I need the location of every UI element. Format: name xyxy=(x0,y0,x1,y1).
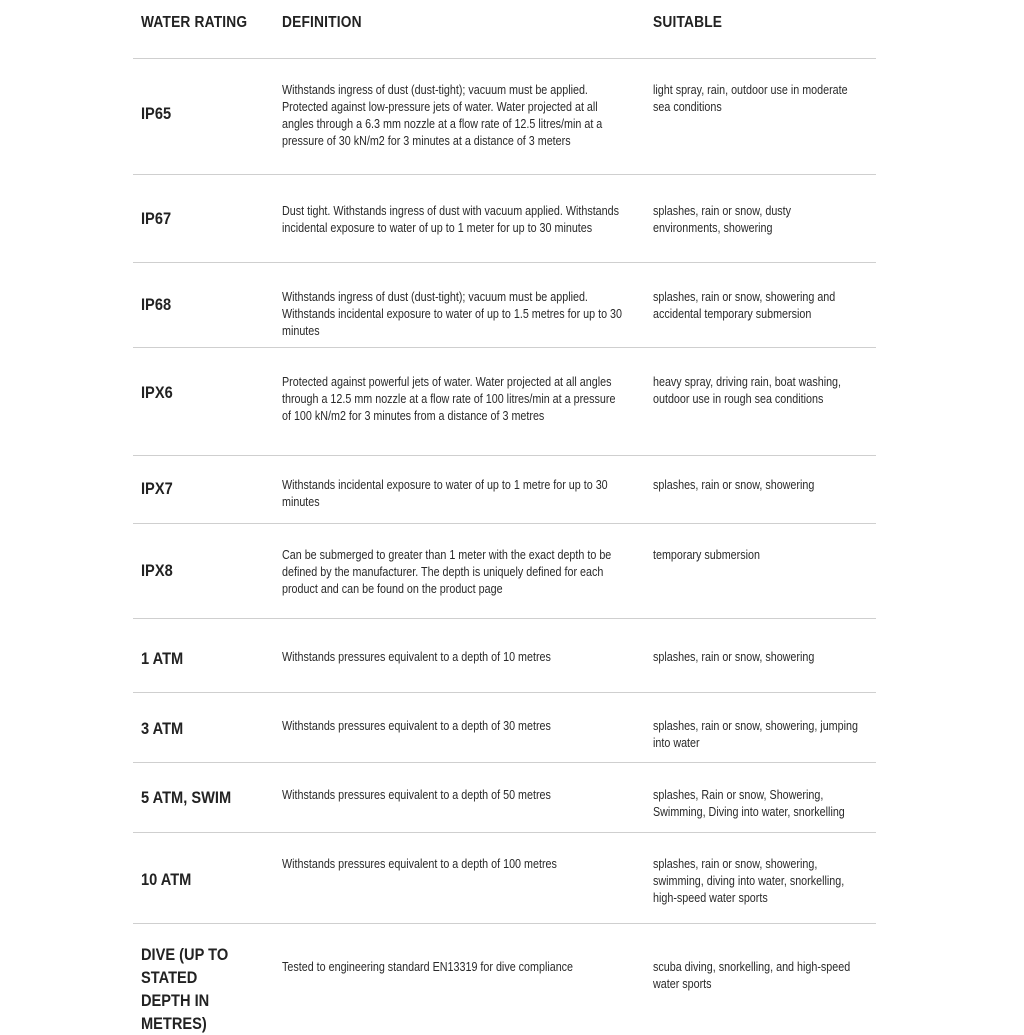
rating-cell: 10 ATM xyxy=(141,870,192,889)
suitable-cell: scuba diving, snorkelling, and high-speed water sports xyxy=(653,960,851,991)
definition-cell: Withstands ingress of dust (dust-tight); vacuum must be applied. Protected against low-pressure jets of water. Water projected at all angles through a 6.3 mm nozzle at a flow rate of 12.5 litres/min at a pressure of 30 kN/m2 for 3 minutes at a distance of 3 meters xyxy=(282,83,603,148)
definition-cell: Withstands incidental exposure to water of up to 1 metre for up to 30 minutes xyxy=(282,478,608,509)
rating-cell: 5 ATM, SWIM xyxy=(141,788,232,807)
table-row xyxy=(133,524,876,619)
table-row xyxy=(133,348,876,456)
definition-cell: Withstands pressures equivalent to a depth of 10 metres xyxy=(282,650,551,664)
definition-cell: Withstands pressures equivalent to a depth of 100 metres xyxy=(282,857,557,871)
definition-cell: Dust tight. Withstands ingress of dust with vacuum applied. Withstands incidental exposure to water of up to 1 meter for up to 30 minutes xyxy=(282,204,619,235)
rating-cell: 3 ATM xyxy=(141,719,184,738)
table-row xyxy=(133,619,876,693)
definition-cell: Can be submerged to greater than 1 meter with the exact depth to be defined by the manufacturer. The depth is uniquely defined for each product and can be found on the product page xyxy=(282,548,612,596)
definition-cell: Withstands pressures equivalent to a depth of 50 metres xyxy=(282,788,551,802)
table-row xyxy=(133,263,876,348)
suitable-cell: splashes, rain or snow, dusty environments, showering xyxy=(653,204,792,235)
rating-cell: IPX6 xyxy=(141,383,173,402)
header-suitable: SUITABLE xyxy=(653,14,723,31)
suitable-cell: splashes, rain or snow, showering xyxy=(653,650,815,664)
suitable-cell: temporary submersion xyxy=(653,548,760,562)
definition-cell: Tested to engineering standard EN13319 for dive compliance xyxy=(282,960,574,974)
suitable-cell: splashes, rain or snow, showering xyxy=(653,478,815,492)
suitable-cell: splashes, Rain or snow, Showering, Swimming, Diving into water, snorkelling xyxy=(653,788,845,819)
suitable-cell: splashes, rain or snow, showering, jumping into water xyxy=(653,719,858,750)
table-row xyxy=(133,456,876,524)
table-row xyxy=(133,924,876,1033)
definition-cell: Protected against powerful jets of water. Water projected at all angles through a 12.5 mm nozzle at a flow rate of 100 litres/min at a pressure of 100 kN/m2 for 3 minutes from a distance of 3 metres xyxy=(282,375,616,423)
table-row xyxy=(133,59,876,175)
rating-cell: IPX7 xyxy=(141,479,173,498)
table-row xyxy=(133,693,876,763)
table-row xyxy=(133,175,876,263)
table-row xyxy=(133,763,876,833)
rating-cell: IP67 xyxy=(141,209,172,228)
rating-cell: IP68 xyxy=(141,295,172,314)
definition-cell: Withstands ingress of dust (dust-tight); vacuum must be applied. Withstands incidental exposure to water of up to 1.5 metres for up to 30 minutes xyxy=(282,290,623,338)
suitable-cell: heavy spray, driving rain, boat washing, outdoor use in rough sea conditions xyxy=(653,375,842,406)
suitable-cell: splashes, rain or snow, showering and accidental temporary submersion xyxy=(653,290,836,321)
table-row xyxy=(133,833,876,924)
rating-cell: 1 ATM xyxy=(141,649,184,668)
rating-cell: IP65 xyxy=(141,104,172,123)
table-header xyxy=(133,0,876,59)
rating-cell: IPX8 xyxy=(141,561,173,580)
suitable-cell: splashes, rain or snow, showering, swimming, diving into water, snorkelling, high-speed water sports xyxy=(653,857,845,905)
rating-cell: DIVE (UP TO STATED DEPTH IN METRES) xyxy=(141,945,229,1033)
suitable-cell: light spray, rain, outdoor use in moderate sea conditions xyxy=(653,83,848,114)
header-definition: DEFINITION xyxy=(282,14,362,31)
definition-cell: Withstands pressures equivalent to a depth of 30 metres xyxy=(282,719,551,733)
water-rating-table xyxy=(133,0,876,1033)
header-water-rating: WATER RATING xyxy=(141,14,248,31)
